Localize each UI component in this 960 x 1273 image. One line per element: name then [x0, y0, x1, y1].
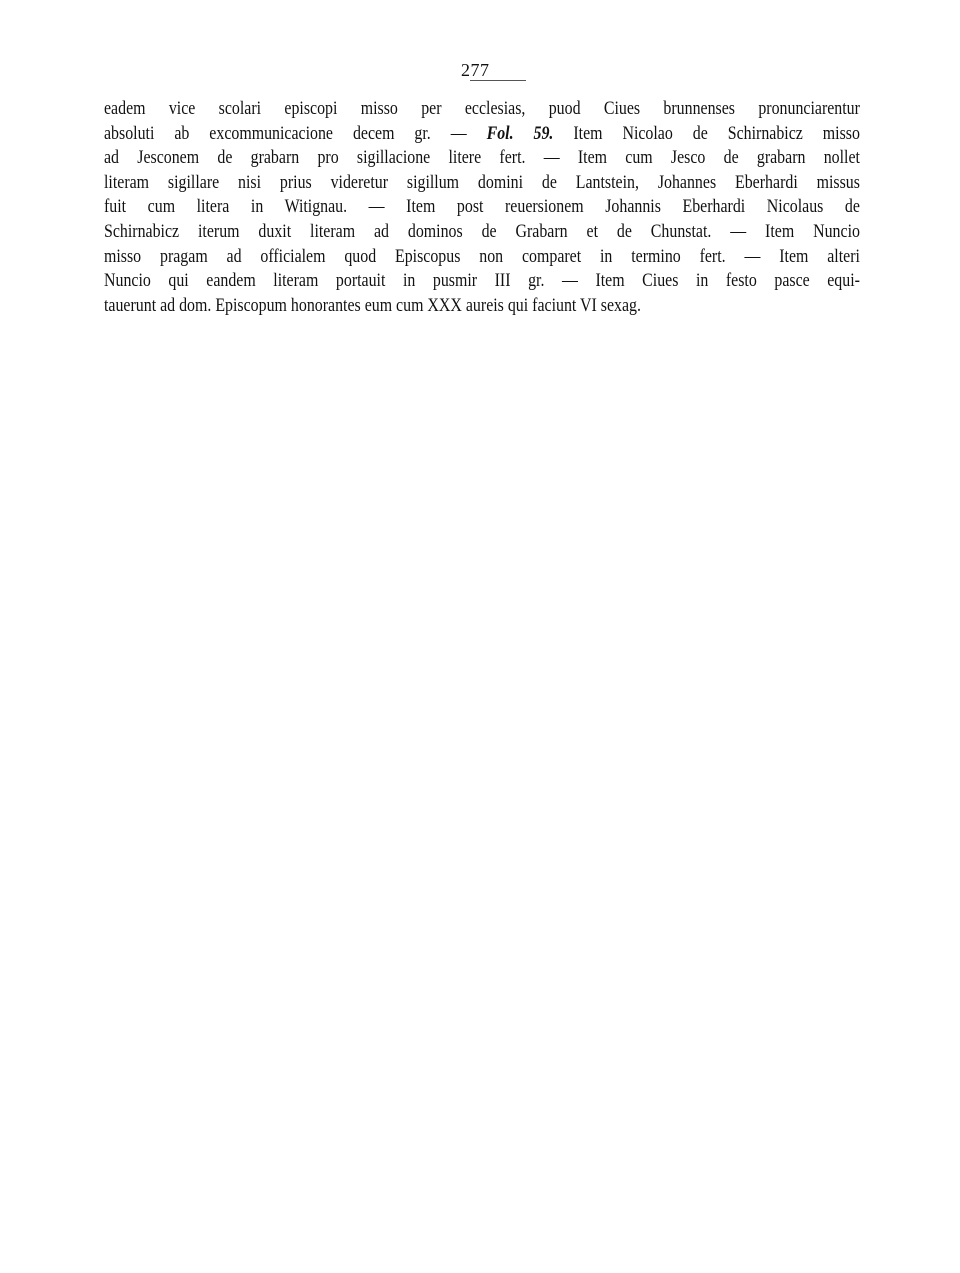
- folio-reference: Fol. 59.: [486, 123, 554, 144]
- text-line: literam sigillare nisi prius videretur sigillum domini de Lantstein, Johannes Eberhardi missus: [104, 172, 860, 193]
- page-number: 277: [461, 60, 490, 80]
- text-segment: absoluti ab excommunicacione decem gr. —: [104, 123, 487, 144]
- text-line: Nuncio qui eandem literam portauit in pusmir III gr. — Item Ciues in festo pasce equi-: [104, 271, 860, 292]
- text-line: ad Jesconem de grabarn pro sigillacione litere fert. — Item cum Jesco de grabarn nollet: [104, 148, 860, 169]
- text-line: eadem vice scolari episcopi misso per ecclesias, puod Ciues brunnenses pronunciarentur: [104, 99, 860, 119]
- text-line: [104, 122, 860, 147]
- text-segment: Item Nicolao de Schirnabicz misso: [553, 123, 860, 144]
- body-paragraph: [104, 97, 860, 318]
- text-line: tauerunt ad dom. Episcopum honorantes eum cum XXX aureis qui faciunt VI sexag.: [104, 295, 641, 316]
- page-number-underline: [470, 80, 526, 81]
- text-line: misso pragam ad officialem quod Episcopus non comparet in termino fert. — Item alteri: [104, 246, 860, 267]
- text-line: Schirnabicz iterum duxit literam ad dominos de Grabarn et de Chunstat. — Item Nuncio: [104, 221, 860, 242]
- text-line: fuit cum litera in Witignau. — Item post reuersionem Johannis Eberhardi Nicolaus de: [104, 197, 860, 218]
